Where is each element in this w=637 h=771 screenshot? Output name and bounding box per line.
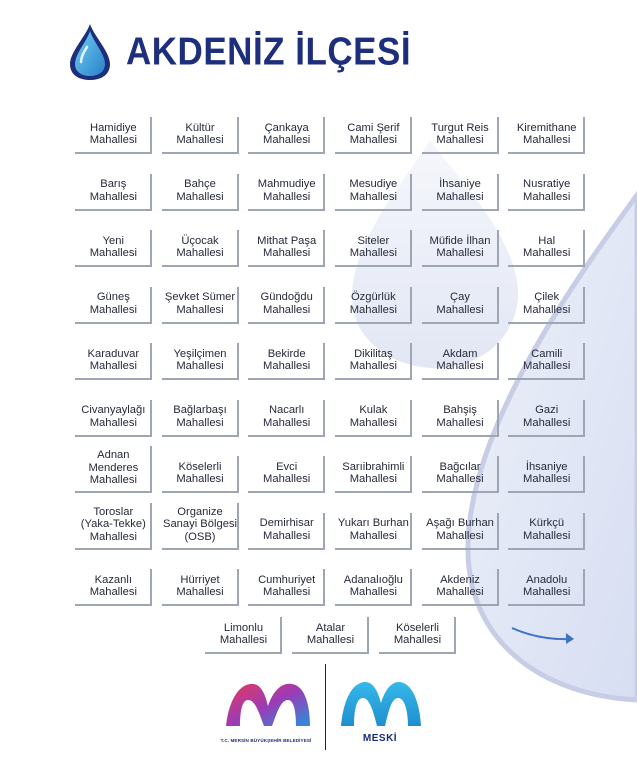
neighbourhood-card-frame [248, 453, 325, 493]
neighbourhood-name: Kürkçü Mahallesi [523, 517, 571, 542]
neighbourhood-card-frame [508, 114, 585, 154]
neighbourhood-card-frame [335, 227, 412, 267]
neighbourhood-card [287, 612, 374, 669]
neighbourhood-name: Hürriyet Mahallesi [176, 573, 224, 598]
neighbourhood-card-frame [422, 114, 499, 154]
neighbourhood-name: Turgut Reis Mahallesi [431, 121, 489, 146]
neighbourhood-name: Hal Mahallesi [523, 234, 571, 259]
neighbourhood-card-frame [379, 614, 456, 654]
neighbourhood-name: Karaduvar Mahallesi [87, 347, 140, 372]
neighbourhood-card-frame [508, 510, 585, 550]
neighbourhood-name: Mithat Paşa Mahallesi [257, 234, 317, 259]
neighbourhood-card [70, 225, 157, 282]
neighbourhood-card [330, 282, 417, 339]
neighbourhood-card-frame [248, 284, 325, 324]
neighbourhood-card [503, 169, 590, 226]
neighbourhood-card [503, 451, 590, 508]
neighbourhood-card [157, 505, 244, 565]
neighbourhood-card-frame [162, 171, 239, 211]
neighbourhood-name: Siteler Mahallesi [349, 234, 397, 259]
neighbourhood-name: Bağlarbaşı Mahallesi [173, 404, 227, 429]
neighbourhood-card [503, 338, 590, 395]
neighbourhood-card-frame [75, 171, 152, 211]
neighbourhood-name: Gündoğdu Mahallesi [260, 291, 313, 316]
neighbourhood-card [330, 451, 417, 508]
neighbourhood-card [330, 395, 417, 452]
neighbourhood-name: Hamidiye Mahallesi [89, 121, 137, 146]
neighbourhood-card [70, 169, 157, 226]
neighbourhood-name: Kulak Mahallesi [349, 404, 397, 429]
neighbourhood-card-frame [422, 340, 499, 380]
neighbourhood-name: Toroslar (Yaka-Tekke) Mahallesi [80, 505, 146, 543]
neighbourhood-name: Adnan Menderes Mahallesi [88, 449, 139, 487]
neighbourhood-card [243, 508, 330, 565]
neighbourhood-name: Cumhuriyet Mahallesi [258, 573, 316, 598]
neighbourhood-card [374, 612, 461, 669]
grid-row [70, 169, 590, 226]
neighbourhood-name: Atalar Mahallesi [306, 621, 355, 646]
neighbourhood-name: Köselerli Mahallesi [393, 621, 442, 646]
mersin-municipality-logo [222, 676, 314, 732]
header [68, 22, 411, 82]
neighbourhood-card [157, 169, 244, 226]
neighbourhood-name: Çay Mahallesi [436, 291, 484, 316]
neighbourhood-name: Mahmudiye Mahallesi [257, 178, 316, 203]
neighbourhood-card [330, 225, 417, 282]
neighbourhood-card-frame [335, 566, 412, 606]
right-logo-caption: MESKİ [362, 733, 398, 744]
neighbourhood-card [503, 395, 590, 452]
neighbourhood-card [330, 169, 417, 226]
logo-divider [325, 664, 326, 750]
neighbourhood-card [70, 505, 157, 565]
neighbourhood-card [417, 395, 504, 452]
grid-row [70, 225, 590, 282]
neighbourhood-card-frame [162, 566, 239, 606]
neighbourhood-card-frame [508, 227, 585, 267]
neighbourhood-card [503, 564, 590, 621]
neighbourhood-name: Sarıibrahimli Mahallesi [342, 460, 405, 485]
neighbourhood-card-frame [248, 397, 325, 437]
neighbourhood-card-frame [248, 340, 325, 380]
neighbourhood-card-frame [508, 284, 585, 324]
neighbourhood-card [417, 225, 504, 282]
neighbourhood-name: Şevket Sümer Mahallesi [164, 291, 236, 316]
grid-row [70, 338, 590, 395]
neighbourhood-card [243, 282, 330, 339]
grid-row [70, 112, 590, 169]
neighbourhood-card-frame [422, 284, 499, 324]
neighbourhood-name: Camili Mahallesi [523, 347, 571, 372]
neighbourhood-card [157, 395, 244, 452]
neighbourhood-card [70, 282, 157, 339]
neighbourhood-name: İhsaniye Mahallesi [436, 178, 484, 203]
neighbourhood-card [330, 508, 417, 565]
neighbourhood-name: Çilek Mahallesi [523, 291, 571, 316]
neighbourhood-card-frame [248, 566, 325, 606]
neighbourhood-name: Organize Sanayi Bölgesi (OSB) [162, 505, 237, 543]
neighbourhood-name: Kiremithane Mahallesi [516, 121, 577, 146]
neighbourhood-card-frame [422, 453, 499, 493]
neighbourhood-card-frame [292, 614, 369, 654]
neighbourhood-card-frame [75, 284, 152, 324]
neighbourhood-card [243, 225, 330, 282]
neighbourhood-name: Cami Şerif Mahallesi [347, 121, 400, 146]
neighbourhood-card-frame [162, 500, 239, 550]
neighbourhood-card-frame [75, 397, 152, 437]
neighbourhood-card [330, 338, 417, 395]
neighbourhood-card-frame [335, 397, 412, 437]
neighbourhood-name: Akdeniz Mahallesi [436, 573, 484, 598]
neighbourhood-last-row [200, 612, 461, 669]
neighbourhood-card-frame [75, 443, 152, 493]
page-title: AKDENİZ İLÇESİ [126, 29, 412, 74]
neighbourhood-card-frame [422, 566, 499, 606]
neighbourhood-card-frame [508, 397, 585, 437]
neighbourhood-name: Bağcılar Mahallesi [436, 460, 484, 485]
neighbourhood-name: Evci Mahallesi [263, 460, 311, 485]
neighbourhood-name: İhsaniye Mahallesi [523, 460, 571, 485]
grid-row [70, 282, 590, 339]
neighbourhood-card-frame [248, 510, 325, 550]
neighbourhood-card-frame [75, 500, 152, 550]
neighbourhood-card-frame [335, 114, 412, 154]
neighbourhood-card-frame [422, 510, 499, 550]
neighbourhood-card-frame [162, 114, 239, 154]
neighbourhood-card [503, 112, 590, 169]
neighbourhood-card [417, 112, 504, 169]
neighbourhood-card-frame [248, 114, 325, 154]
grid-row [70, 505, 590, 565]
neighbourhood-name: Bahçe Mahallesi [176, 178, 224, 203]
neighbourhood-name: Bekirde Mahallesi [263, 347, 311, 372]
neighbourhood-card-frame [335, 453, 412, 493]
neighbourhood-name: Aşağı Burhan Mahallesi [426, 517, 494, 542]
neighbourhood-name: Yeni Mahallesi [89, 234, 137, 259]
neighbourhood-name: Yukarı Burhan Mahallesi [337, 517, 409, 542]
arrow-right-icon [510, 622, 580, 650]
neighbourhood-name: Anadolu Mahallesi [523, 573, 571, 598]
neighbourhood-card [330, 112, 417, 169]
neighbourhood-card [417, 451, 504, 508]
neighbourhood-card-frame [75, 227, 152, 267]
neighbourhood-card [243, 338, 330, 395]
meski-logo [338, 676, 424, 730]
neighbourhood-card [243, 112, 330, 169]
neighbourhood-card-frame [162, 284, 239, 324]
neighbourhood-card-frame [422, 171, 499, 211]
neighbourhood-name: Gazi Mahallesi [523, 404, 571, 429]
neighbourhood-card-frame [335, 510, 412, 550]
neighbourhood-card-frame [335, 171, 412, 211]
neighbourhood-card-frame [205, 614, 282, 654]
neighbourhood-card-frame [162, 453, 239, 493]
neighbourhood-name: Çankaya Mahallesi [263, 121, 311, 146]
neighbourhood-name: Demirhisar Mahallesi [259, 517, 314, 542]
neighbourhood-card-frame [508, 340, 585, 380]
neighbourhood-card-frame [508, 566, 585, 606]
neighbourhood-name: Mesudiye Mahallesi [349, 178, 398, 203]
neighbourhood-card-frame [248, 171, 325, 211]
neighbourhood-card-frame [162, 397, 239, 437]
neighbourhood-card-frame [422, 227, 499, 267]
neighbourhood-card-frame [508, 171, 585, 211]
neighbourhood-card-frame [335, 340, 412, 380]
neighbourhood-card-frame [75, 114, 152, 154]
neighbourhood-card [157, 282, 244, 339]
neighbourhood-card-frame [75, 566, 152, 606]
left-logo-caption: T.C. MERSİN BÜYÜKŞEHİR BELEDİYESİ [220, 738, 312, 743]
neighbourhood-card [503, 508, 590, 565]
neighbourhood-name: Kültür Mahallesi [176, 121, 224, 146]
neighbourhood-card [417, 338, 504, 395]
neighbourhood-grid [70, 112, 590, 621]
neighbourhood-name: Adanalıoğlu Mahallesi [343, 573, 403, 598]
neighbourhood-name: Özgürlük Mahallesi [349, 291, 397, 316]
neighbourhood-name: Bahşiş Mahallesi [436, 404, 484, 429]
neighbourhood-card [70, 564, 157, 621]
neighbourhood-name: Nacarlı Mahallesi [263, 404, 311, 429]
neighbourhood-card [417, 169, 504, 226]
neighbourhood-name: Müfide İlhan Mahallesi [429, 234, 491, 259]
neighbourhood-card [70, 338, 157, 395]
neighbourhood-card-frame [508, 453, 585, 493]
neighbourhood-card [417, 282, 504, 339]
neighbourhood-card-frame [162, 340, 239, 380]
neighbourhood-card-frame [162, 227, 239, 267]
neighbourhood-name: Dikilitaş Mahallesi [349, 347, 397, 372]
water-drop-icon [68, 22, 112, 82]
neighbourhood-card [243, 451, 330, 508]
neighbourhood-card [503, 282, 590, 339]
neighbourhood-card-frame [248, 227, 325, 267]
neighbourhood-name: Akdam Mahallesi [436, 347, 484, 372]
neighbourhood-card [200, 612, 287, 669]
neighbourhood-card [243, 169, 330, 226]
neighbourhood-card [157, 225, 244, 282]
neighbourhood-card [417, 508, 504, 565]
neighbourhood-name: Üçocak Mahallesi [176, 234, 224, 259]
neighbourhood-card [70, 112, 157, 169]
neighbourhood-name: Yeşilçimen Mahallesi [173, 347, 227, 372]
neighbourhood-name: Kazanlı Mahallesi [89, 573, 137, 598]
neighbourhood-card-frame [75, 340, 152, 380]
neighbourhood-name: Barış Mahallesi [89, 178, 137, 203]
neighbourhood-name: Limonlu Mahallesi [219, 621, 268, 646]
neighbourhood-card-frame [422, 397, 499, 437]
neighbourhood-name: Köselerli Mahallesi [176, 460, 224, 485]
neighbourhood-card [157, 112, 244, 169]
neighbourhood-name: Nusratiye Mahallesi [523, 178, 571, 203]
neighbourhood-card [243, 395, 330, 452]
neighbourhood-name: Civanyaylağı Mahallesi [81, 404, 146, 429]
neighbourhood-card-frame [335, 284, 412, 324]
neighbourhood-card [157, 338, 244, 395]
neighbourhood-card [503, 225, 590, 282]
neighbourhood-name: Güneş Mahallesi [89, 291, 137, 316]
